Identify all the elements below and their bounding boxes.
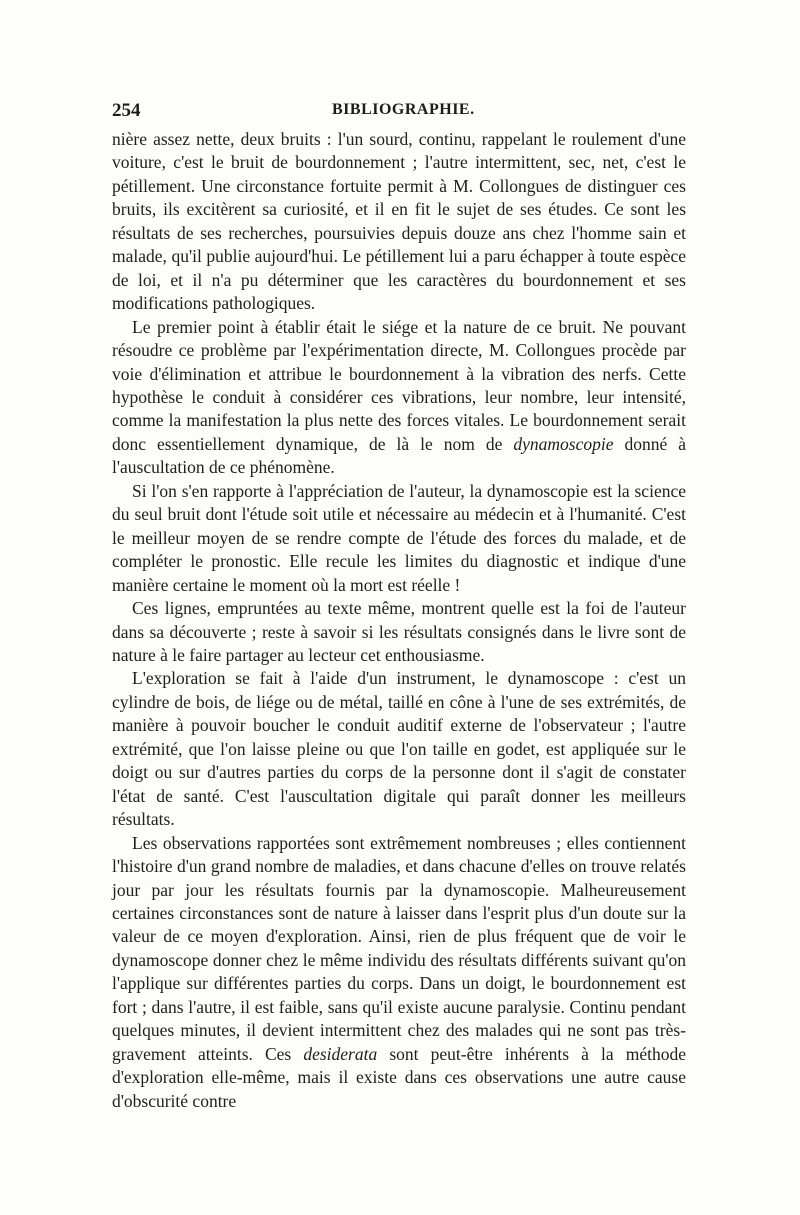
paragraph-2 bbox=[112, 316, 686, 480]
body-text bbox=[112, 128, 686, 1113]
term-dynamoscopie: dynamoscopie bbox=[513, 433, 614, 454]
paragraph-2-text-before: Le premier point à établir était le siége et la nature de ce bruit. Ne pouvant résoudre ce problème par l'expérimentation directe, M. Collongues procède par voie d'élimination et attribue le bourdonnement à la vibration des nerfs. Cette hypothèse le conduit à considérer ces vibrations, leur nombre, leur intensité, comme la manifestation la plus nette des forces vitales. Le bourdonnement serait donc essentiellement dynamique, de là le nom de bbox=[112, 316, 686, 454]
running-head: BIBLIOGRAPHIE. bbox=[332, 101, 475, 118]
paragraph-2-text-after: donné à l'auscultation de ce phénomène. bbox=[112, 433, 686, 478]
paragraph-1: nière assez nette, deux bruits : l'un sourd, continu, rappelant le roulement d'une voiture, c'est le bruit de bourdonnement ; l'autre intermittent, sec, net, c'est le pétillement. Une circonstance fortuite permit à M. Collongues de distinguer ces bruits, ils excitèrent sa curiosité, et il en fit le sujet de ses études. Ce sont les résultats de ses recherches, poursuivies depuis douze ans chez l'homme sain et malade, qu'il publie aujourd'hui. Le pétillement lui a paru échapper à toute espèce de loi, et il n'a pu déterminer que les caractères du bourdonnement et ses modifications pathologiques. bbox=[112, 129, 686, 314]
term-desiderata: desiderata bbox=[303, 1043, 378, 1064]
page-header bbox=[112, 100, 686, 124]
paragraph-6 bbox=[112, 832, 686, 1113]
paragraph-6-text-after: sont peut-être inhérents à la méthode d'exploration elle-même, mais il existe dans ces observations une autre cause d'obscurité contre bbox=[112, 1043, 687, 1111]
paragraph-5: L'exploration se fait à l'aide d'un instrument, le dynamoscope : c'est un cylindre de bois, de liége ou de métal, taillé en cône à l'une de ses extrémités, de manière à pouvoir boucher le conduit auditif externe de l'observateur ; l'autre extrémité, que l'on laisse pleine ou que l'on taille en godet, est appliquée sur le doigt ou sur d'autres parties du corps de la personne dont il s'agit de constater l'état de santé. C'est l'auscultation digitale qui paraît donner les meilleurs résultats. bbox=[112, 668, 686, 830]
paragraph-6-text-before: Les observations rapportées sont extrêmement nombreuses ; elles contiennent l'histoire d'un grand nombre de maladies, et dans chacune d'elles on trouve relatés jour par jour les résultats fournis par la dynamoscopie. Malheureusement certaines circonstances sont de nature à laisser dans l'esprit plus d'un doute sur la valeur de ce moyen d'exploration. Ainsi, rien de plus fréquent que de voir le dynamoscope donner chez le même individu des résultats différents suivant qu'on l'applique sur différentes parties du corps. Dans un doigt, le bourdonnement est fort ; dans l'autre, il est faible, sans qu'il existe aucune paralysie. Continu pendant quelques minutes, il devient intermittent chez des malades qui ne sont pas très-gravement atteints. Ces bbox=[112, 832, 686, 1064]
paragraph-3: Si l'on s'en rapporte à l'appréciation de l'auteur, la dynamoscopie est la science du seul bruit dont l'étude soit utile et nécessaire au médecin et à l'humanité. C'est le meilleur moyen de se rendre compte de l'étude des forces du malade, et de compléter le pronostic. Elle recule les limites du diagnostic et indique d'une manière certaine le moment où la mort est réelle ! bbox=[112, 480, 686, 595]
page-number: 254 bbox=[112, 100, 141, 121]
paragraph-4: Ces lignes, empruntées au texte même, montrent quelle est la foi de l'auteur dans sa découverte ; reste à savoir si les résultats consignés dans le livre sont de nature à le faire partager au lecteur cet enthousiasme. bbox=[112, 598, 686, 665]
